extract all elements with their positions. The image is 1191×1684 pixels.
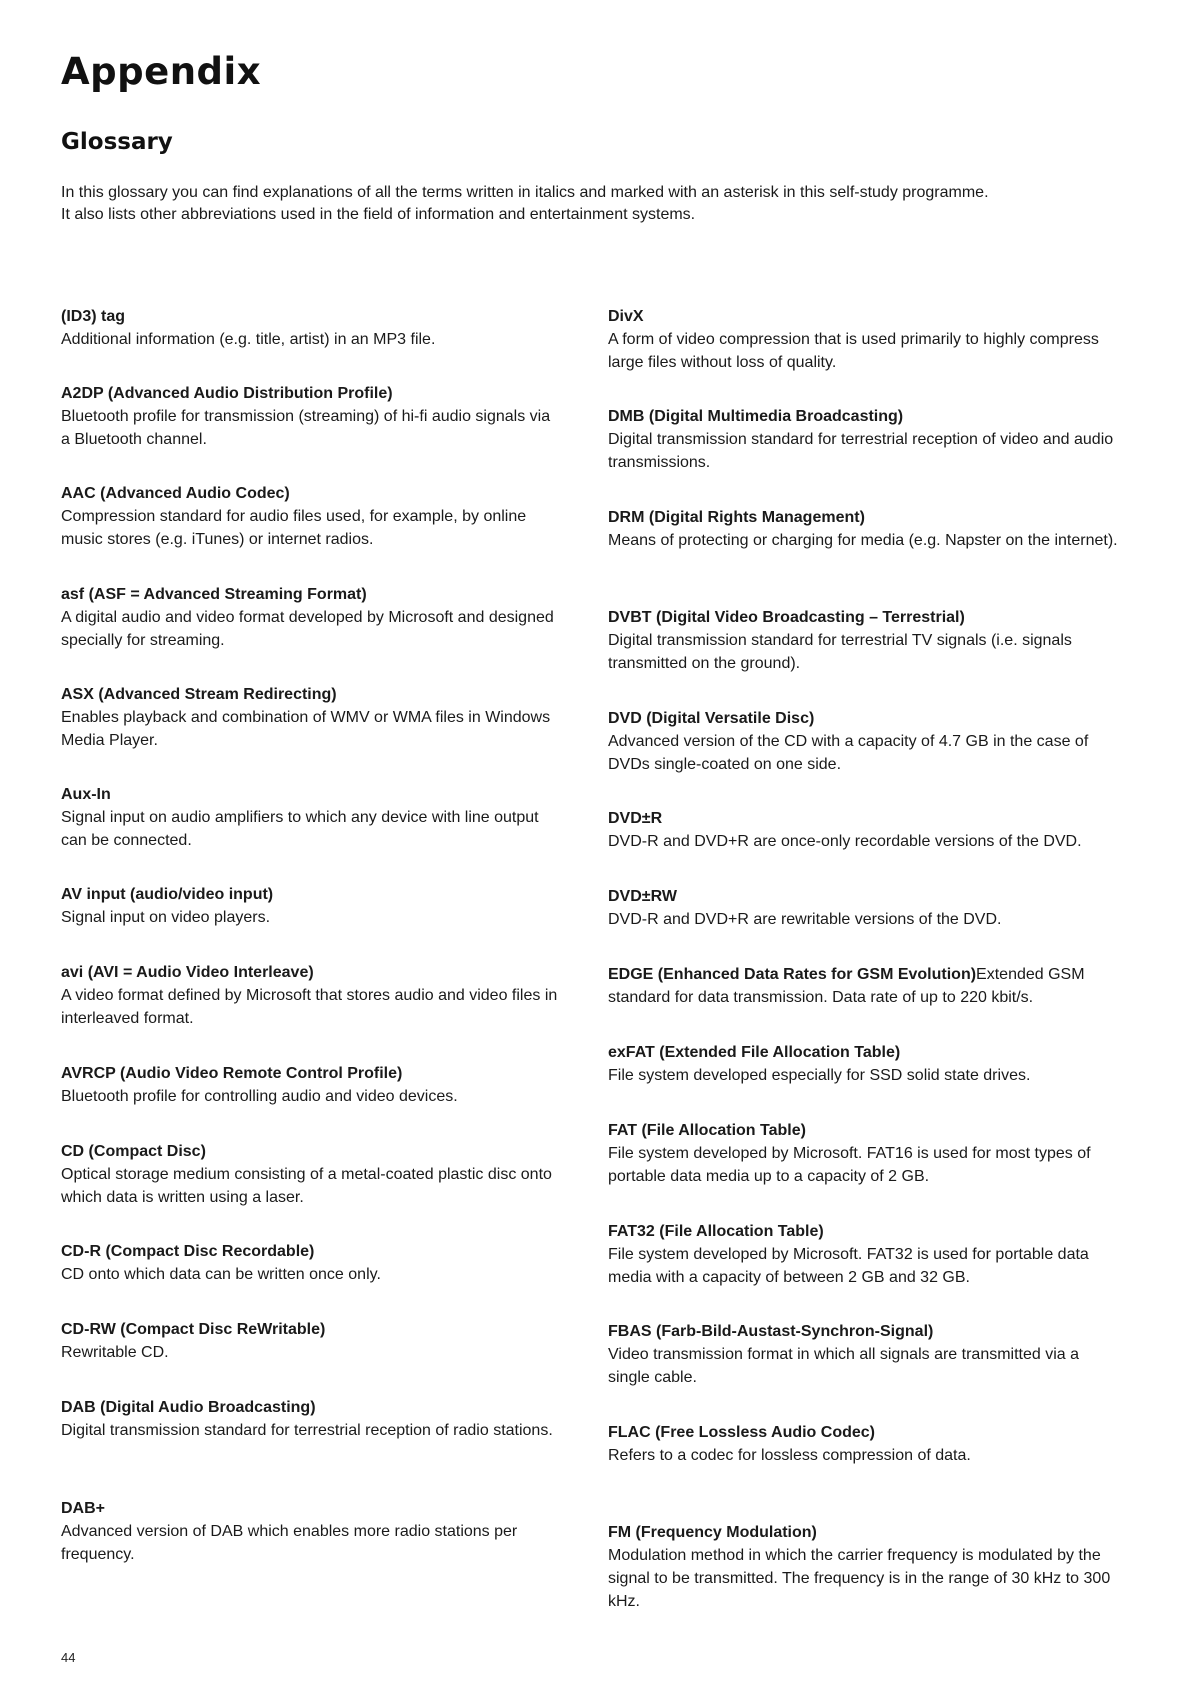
glossary-entry xyxy=(61,961,561,1030)
glossary-term: FAT (File Allocation Table) xyxy=(608,1122,806,1139)
glossary-definition-text: Extended GSM standard for data transmission. Data rate of up to 220 kbit/s. xyxy=(608,966,1085,1006)
page-number: 44 xyxy=(61,1650,76,1665)
glossary-term: EDGE (Enhanced Data Rates for GSM Evolution) xyxy=(608,966,977,983)
glossary-entry xyxy=(608,506,1118,552)
glossary-term: exFAT (Extended File Allocation Table) xyxy=(608,1044,901,1061)
glossary-definition: Signal input on audio amplifiers to which any device with line output can be connected. xyxy=(61,809,539,849)
glossary-term: FLAC (Free Lossless Audio Codec) xyxy=(608,1424,875,1441)
glossary-entry xyxy=(608,1421,1118,1467)
glossary-entry xyxy=(608,885,1118,931)
glossary-term: DVD±RW xyxy=(608,888,677,905)
glossary-term: DRM (Digital Rights Management) xyxy=(608,509,865,526)
glossary-entry xyxy=(608,606,1118,675)
glossary-term: CD (Compact Disc) xyxy=(61,1143,206,1160)
glossary-definition: Modulation method in which the carrier frequency is modulated by the signal to be transmitted. The frequency is in the range of 30 kHz to 300 kHz. xyxy=(608,1547,1111,1610)
glossary-term: AAC (Advanced Audio Codec) xyxy=(61,485,290,502)
glossary-definition: File system developed by Microsoft. FAT16 is used for most types of portable data media up to a capacity of 2 GB. xyxy=(608,1145,1091,1185)
glossary-term: avi (AVI = Audio Video Interleave) xyxy=(61,964,314,981)
glossary-entry xyxy=(61,305,561,351)
glossary-definition: Additional information (e.g. title, artist) in an MP3 file. xyxy=(61,331,436,348)
glossary-term: asf (ASF = Advanced Streaming Format) xyxy=(61,586,367,603)
glossary-definition: Refers to a codec for lossless compression of data. xyxy=(608,1447,971,1464)
section-title-glossary: Glossary xyxy=(61,129,173,155)
intro-line-2: It also lists other abbreviations used in the field of information and entertainment systems. xyxy=(61,206,696,223)
glossary-term: ASX (Advanced Stream Redirecting) xyxy=(61,686,337,703)
glossary-term: A2DP (Advanced Audio Distribution Profile) xyxy=(61,385,393,402)
glossary-term: DMB (Digital Multimedia Broadcasting) xyxy=(608,408,904,425)
glossary-term: FM (Frequency Modulation) xyxy=(608,1524,817,1541)
glossary-definition: Optical storage medium consisting of a metal-coated plastic disc onto which data is written using a laser. xyxy=(61,1166,552,1206)
glossary-definition: Means of protecting or charging for media (e.g. Napster on the internet). xyxy=(608,532,1118,549)
glossary-term: DivX xyxy=(608,308,644,325)
glossary-definition: Advanced version of the CD with a capacity of 4.7 GB in the case of DVDs single-coated on one side. xyxy=(608,733,1089,773)
glossary-term: (ID3) tag xyxy=(61,308,125,325)
page-title: Appendix xyxy=(61,50,262,93)
glossary-definition: Signal input on video players. xyxy=(61,909,271,926)
glossary-entry xyxy=(61,1062,561,1108)
glossary-entry xyxy=(608,1521,1118,1613)
glossary-term: DVD±R xyxy=(608,810,663,827)
glossary-term: FBAS (Farb-Bild-Austast-Synchron-Signal) xyxy=(608,1323,934,1340)
glossary-entry xyxy=(608,1119,1118,1188)
glossary-definition: File system developed by Microsoft. FAT32 is used for portable data media with a capacity of between 2 GB and 32 GB. xyxy=(608,1246,1089,1286)
glossary-entry xyxy=(61,1240,561,1286)
glossary-definition: Rewritable CD. xyxy=(61,1344,169,1361)
glossary-entry xyxy=(61,1396,561,1442)
glossary-entry xyxy=(608,707,1118,776)
glossary-definition: DVD-R and DVD+R are once-only recordable versions of the DVD. xyxy=(608,833,1082,850)
glossary-term: Aux-In xyxy=(61,786,111,803)
glossary-entry xyxy=(61,1140,561,1209)
glossary-definition: Digital transmission standard for terrestrial reception of video and audio transmissions. xyxy=(608,431,1114,471)
glossary-definition: Digital transmission standard for terrestrial reception of radio stations. xyxy=(61,1422,553,1439)
glossary-term: CD-RW (Compact Disc ReWritable) xyxy=(61,1321,326,1338)
glossary-definition: Video transmission format in which all signals are transmitted via a single cable. xyxy=(608,1346,1080,1386)
glossary-entry xyxy=(61,583,561,652)
glossary-term: AV input (audio/video input) xyxy=(61,886,274,903)
intro-line-1: In this glossary you can find explanations of all the terms written in italics and marked with an asterisk in this self-study programme. xyxy=(61,184,989,201)
glossary-definition: A form of video compression that is used primarily to highly compress large files without loss of quality. xyxy=(608,331,1099,371)
glossary-definition: Bluetooth profile for transmission (streaming) of hi-fi audio signals via a Bluetooth channel. xyxy=(61,408,551,448)
glossary-entry xyxy=(61,883,561,929)
glossary-definition: Compression standard for audio files used, for example, by online music stores (e.g. iTunes) or internet radios. xyxy=(61,508,527,548)
glossary-entry xyxy=(61,683,561,752)
glossary-intro xyxy=(61,182,1141,226)
glossary-entry xyxy=(608,1220,1118,1289)
glossary-entry xyxy=(61,783,561,852)
glossary-definition: Bluetooth profile for controlling audio and video devices. xyxy=(61,1088,458,1105)
glossary-entry xyxy=(608,1320,1118,1389)
glossary-definition: DVD-R and DVD+R are rewritable versions of the DVD. xyxy=(608,911,1002,928)
glossary-term: AVRCP (Audio Video Remote Control Profile) xyxy=(61,1065,403,1082)
glossary-entry xyxy=(61,1497,561,1566)
glossary-term: CD-R (Compact Disc Recordable) xyxy=(61,1243,315,1260)
glossary-entry xyxy=(608,405,1118,474)
glossary-definition: File system developed especially for SSD solid state drives. xyxy=(608,1067,1031,1084)
glossary-definition: Digital transmission standard for terrestrial TV signals (i.e. signals transmitted on the ground). xyxy=(608,632,1072,672)
glossary-entry xyxy=(608,1041,1118,1087)
glossary-term: DVBT (Digital Video Broadcasting – Terrestrial) xyxy=(608,609,965,626)
glossary-definition: A video format defined by Microsoft that stores audio and video files in interleaved format. xyxy=(61,987,558,1027)
glossary-entry xyxy=(608,305,1118,374)
glossary-entry xyxy=(61,1318,561,1364)
glossary-definition: CD onto which data can be written once only. xyxy=(61,1266,381,1283)
glossary-entry xyxy=(61,382,561,451)
glossary-term: DAB+ xyxy=(61,1500,106,1517)
glossary-definition: Advanced version of DAB which enables more radio stations per frequency. xyxy=(61,1523,518,1563)
glossary-definition: Enables playback and combination of WMV or WMA files in Windows Media Player. xyxy=(61,709,551,749)
glossary-entry xyxy=(608,807,1118,853)
glossary-definition: A digital audio and video format developed by Microsoft and designed specially for streaming. xyxy=(61,609,554,649)
glossary-term: DAB (Digital Audio Broadcasting) xyxy=(61,1399,316,1416)
glossary-definition xyxy=(608,963,1118,1009)
glossary-entry xyxy=(608,963,1118,1009)
glossary-entry xyxy=(61,482,561,551)
glossary-term: DVD (Digital Versatile Disc) xyxy=(608,710,815,727)
glossary-term: FAT32 (File Allocation Table) xyxy=(608,1223,824,1240)
